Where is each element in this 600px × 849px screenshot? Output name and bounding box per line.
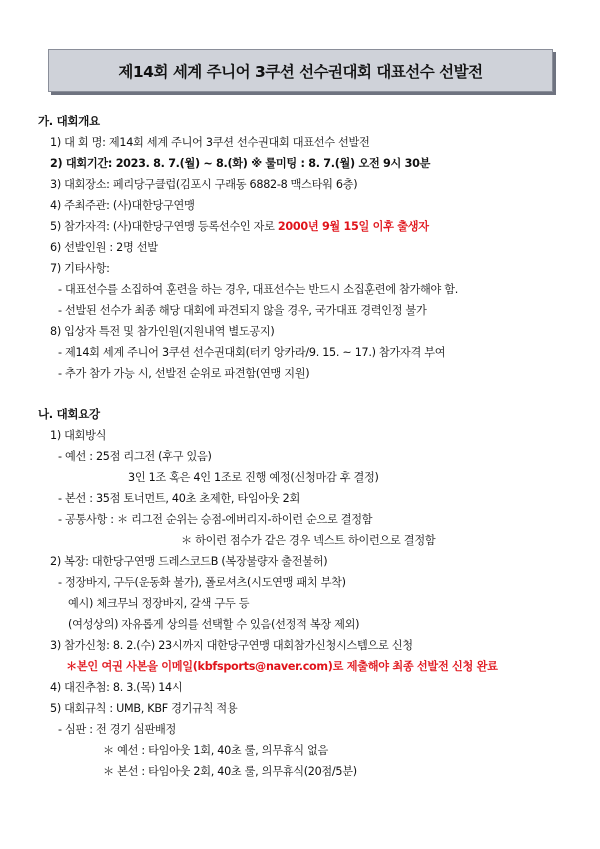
section-heading-guidelines: 나. 대회요강	[38, 407, 100, 421]
line-venue: 3) 대회장소: 페리당구클럽(김포시 구래동 6882-8 맥스타워 6층)	[50, 178, 358, 191]
line-referee-prelim: ＊ 예선 : 타임아웃 1회, 40초 룰, 의무휴식 없음	[103, 744, 328, 757]
line-tiebreak: ＊ 하이런 점수가 같은 경우 넥스트 하이런으로 결정함	[181, 534, 436, 547]
line-prelim-groups: 3인 1조 혹은 4인 1조로 진행 예정(신청마감 후 결정)	[128, 471, 379, 484]
eligibility-text: 5) 참가자격: (사)대한당구연맹 등록선수인 자로	[50, 220, 278, 233]
line-note-career: - 선발된 선수가 최종 해당 대회에 파견되지 않을 경우, 국가대표 경력인정 불가	[58, 304, 427, 317]
line-draw: 4) 대진추첨: 8. 3.(목) 14시	[50, 681, 183, 694]
line-passport-notice: ＊본인 여권 사본을 이메일(kbfsports@naver.com)로 제출해야 최종 선발전 신청 완료	[66, 660, 498, 673]
line-note-training: - 대표선수를 소집하여 훈련을 하는 경우, 대표선수는 반드시 소집훈련에 참가해야 함.	[58, 283, 459, 296]
line-winner-benefits: 8) 입상자 특전 및 참가인원(지원내역 별도공지)	[50, 325, 275, 338]
title-banner	[48, 49, 553, 92]
line-registration: 3) 참가신청: 8. 2.(수) 23시까지 대한당구연맹 대회참가신청시스템으로 신청	[50, 639, 413, 652]
line-referee-main: ＊ 본선 : 타임아웃 2회, 40초 룰, 의무휴식(20점/5분)	[103, 765, 357, 778]
line-organizer: 4) 주최주관: (사)대한당구연맹	[50, 199, 195, 212]
eligibility-birthdate: 2000년 9월 15일 이후 출생자	[277, 220, 429, 233]
line-dress-example: 예시) 체크무늬 정장바지, 갈색 구두 등	[68, 597, 250, 610]
section-heading-overview: 가. 대회개요	[38, 114, 100, 128]
line-dress-detail: - 정장바지, 구두(운동화 불가), 폴로셔츠(시도연맹 패치 부착)	[58, 576, 346, 589]
line-eligibility	[50, 218, 429, 234]
page-title: 제14회 세계 주니어 3쿠션 선수권대회 대표선수 선발전	[118, 62, 483, 81]
line-rules: 5) 대회규칙 : UMB, KBF 경기규칙 적용	[50, 702, 238, 715]
line-dress-code: 2) 복장: 대한당구연맹 드레스코드B (복장불량자 출전불허)	[50, 555, 328, 568]
line-common-rule: - 공통사항 : ＊ 리그전 순위는 승점-에버리지-하이런 순으로 결정함	[58, 513, 373, 526]
line-selection-count: 6) 선발인원 : 2명 선발	[50, 241, 158, 254]
line-event-period: 2) 대회기간: 2023. 8. 7.(월) ~ 8.(화) ※ 룰미팅 : 8. 7.(월) 오전 9시 30분	[50, 157, 431, 170]
line-referee: - 심판 : 전 경기 심판배정	[58, 723, 177, 736]
line-event-name: 1) 대 회 명: 제14회 세계 주니어 3쿠션 선수권대회 대표선수 선발전	[50, 136, 370, 149]
line-format: 1) 대회방식	[50, 429, 107, 442]
line-main-round: - 본선 : 35점 토너먼트, 40초 초제한, 타임아웃 2회	[58, 492, 300, 505]
line-benefit-qualification: - 제14회 세계 주니어 3쿠션 선수권대회(터키 앙카라/9. 15. ~ 17.) 참가자격 부여	[58, 346, 446, 359]
line-prelim: - 예선 : 25점 리그전 (후구 있음)	[58, 450, 212, 463]
line-dress-women: (여성상의) 자유롭게 상의를 선택할 수 있음(선정적 복장 제외)	[68, 618, 360, 631]
line-other-notes: 7) 기타사항:	[50, 262, 110, 275]
line-benefit-additional: - 추가 참가 가능 시, 선발전 순위로 파견함(연맹 지원)	[58, 367, 310, 380]
